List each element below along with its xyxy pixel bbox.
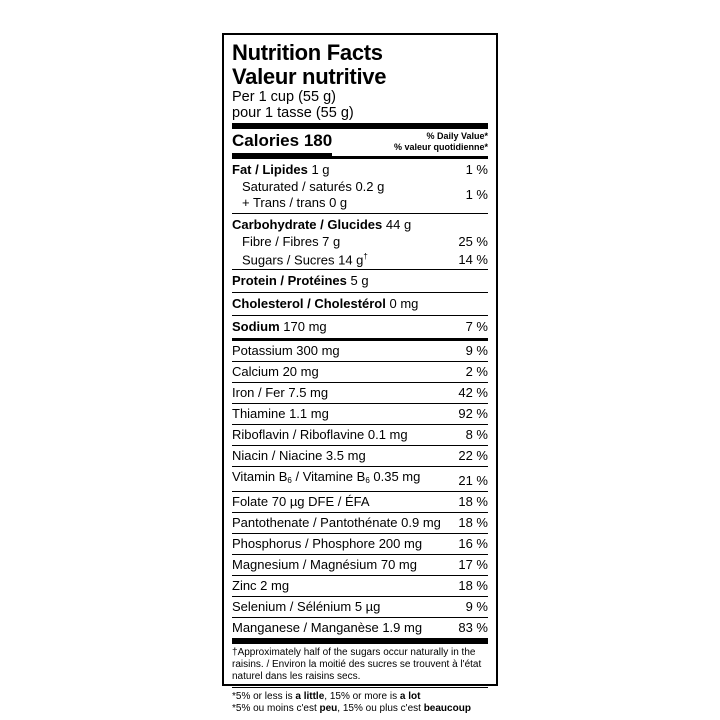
dv-footnote-fr bbox=[232, 703, 488, 715]
vitb6-sub-fr: 6 bbox=[365, 476, 370, 486]
nutrient-row bbox=[232, 492, 488, 512]
calories-value: 180 bbox=[303, 131, 333, 150]
nutrient-dv: 83 % bbox=[458, 620, 488, 636]
trans-label: + Trans / trans 0 g bbox=[242, 195, 348, 210]
carbohydrate-block bbox=[232, 214, 488, 269]
nutrient-row bbox=[232, 425, 488, 445]
serving-size-fr: pour 1 tasse (55 g) bbox=[232, 105, 354, 121]
nutrient-row bbox=[232, 576, 488, 596]
nutrient-dv: 42 % bbox=[458, 385, 488, 401]
sugars-label: Sugars / Sucres 14 g bbox=[242, 252, 364, 268]
nutrient-row bbox=[232, 341, 488, 361]
saturated-label: Saturated / saturés 0.2 g bbox=[242, 179, 385, 194]
vitb6-amount: 0.35 mg bbox=[369, 469, 421, 485]
title-fr: Valeur nutritive bbox=[232, 64, 387, 89]
micronutrients-list-2 bbox=[232, 492, 488, 638]
nutrient-dv: 2 % bbox=[465, 364, 488, 380]
protein-row bbox=[232, 270, 488, 292]
fat-amount: 1 g bbox=[311, 162, 330, 177]
nutrient-dv: 9 % bbox=[465, 343, 488, 359]
nutrient-label: Pantothenate / Pantothénate 0.9 mg bbox=[232, 515, 441, 531]
nutrient-row bbox=[232, 513, 488, 533]
nutrient-label: Riboflavin / Riboflavine 0.1 mg bbox=[232, 427, 408, 443]
nutrient-dv: 18 % bbox=[458, 494, 488, 510]
nutrient-label: Iron / Fer 7.5 mg bbox=[232, 385, 329, 401]
nutrient-row bbox=[232, 467, 488, 491]
nutrient-label: Zinc 2 mg bbox=[232, 578, 290, 594]
sat-trans-dv: 1 % bbox=[465, 187, 488, 202]
nutrient-label: Niacin / Niacine 3.5 mg bbox=[232, 448, 366, 464]
daily-value-en: % Daily Value* bbox=[426, 131, 488, 141]
vitb6-sub-en: 6 bbox=[287, 476, 292, 486]
nutrient-row bbox=[232, 555, 488, 575]
dv-footnote bbox=[232, 688, 488, 715]
calories-label: Calories bbox=[232, 131, 300, 150]
daily-value-fr: % valeur quotidienne* bbox=[393, 142, 488, 152]
sugars-dv: 14 % bbox=[458, 252, 488, 268]
daily-value-header bbox=[394, 131, 488, 153]
nutrient-dv: 17 % bbox=[458, 557, 488, 573]
sodium-row bbox=[232, 316, 488, 338]
cholesterol-amount: 0 mg bbox=[389, 296, 419, 312]
nutrient-dv: 18 % bbox=[458, 578, 488, 594]
nutrient-label: Selenium / Sélénium 5 µg bbox=[232, 599, 381, 615]
vitb6-dv: 21 % bbox=[458, 473, 488, 489]
nutrient-row bbox=[232, 362, 488, 382]
nutrient-row bbox=[232, 618, 488, 638]
nutrient-row bbox=[232, 446, 488, 466]
foot-fr-a: *5% ou moins c'est bbox=[232, 703, 320, 715]
foot-en-c: , 15% or more is bbox=[324, 691, 400, 703]
nutrition-facts-label bbox=[222, 33, 498, 715]
sugar-footnote bbox=[232, 644, 488, 687]
sodium-dv: 7 % bbox=[465, 319, 488, 335]
nutrient-row bbox=[232, 404, 488, 424]
nutrient-row bbox=[232, 383, 488, 403]
micronutrients-list bbox=[232, 341, 488, 467]
nutrient-dv: 92 % bbox=[458, 406, 488, 422]
nutrient-dv: 18 % bbox=[458, 515, 488, 531]
foot-en-little: a little bbox=[295, 691, 325, 703]
foot-fr-peu: peu bbox=[319, 703, 338, 715]
fat-label: Fat / Lipides bbox=[232, 162, 308, 177]
foot-en-a: *5% or less is bbox=[232, 691, 296, 703]
fat-dv: 1 % bbox=[465, 162, 488, 177]
protein-amount: 5 g bbox=[350, 273, 369, 289]
fibre-label: Fibre / Fibres 7 g bbox=[242, 234, 341, 249]
nutrient-label: Thiamine 1.1 mg bbox=[232, 406, 329, 422]
cholesterol-row bbox=[232, 293, 488, 315]
nutrient-row bbox=[232, 534, 488, 554]
calories-underline bbox=[232, 153, 332, 156]
sodium-amount: 170 mg bbox=[283, 319, 327, 335]
nutrient-label: Phosphorus / Phosphore 200 mg bbox=[232, 536, 423, 552]
footnote-dagger: † bbox=[232, 647, 238, 659]
serving-size-en: Per 1 cup (55 g) bbox=[232, 89, 336, 105]
nutrient-label: Calcium 20 mg bbox=[232, 364, 319, 380]
calories bbox=[232, 131, 332, 151]
sugars-dagger: † bbox=[363, 252, 368, 261]
foot-en-lot: a lot bbox=[399, 691, 421, 703]
nutrient-label: Potassium 300 mg bbox=[232, 343, 340, 359]
protein-label: Protein / Protéines bbox=[232, 273, 347, 289]
dv-footnote-en bbox=[232, 691, 488, 703]
sodium-label: Sodium bbox=[232, 319, 280, 335]
nutrient-label: Folate 70 µg DFE / ÉFA bbox=[232, 494, 370, 510]
calories-row bbox=[232, 129, 488, 156]
carb-label: Carbohydrate / Glucides bbox=[232, 217, 383, 232]
nutrient-dv: 8 % bbox=[465, 427, 488, 443]
vitb6-fr: / Vitamine B bbox=[291, 469, 366, 485]
foot-fr-beaucoup: beaucoup bbox=[423, 703, 471, 715]
fibre-dv: 25 % bbox=[458, 234, 488, 249]
nutrient-label: Manganese / Manganèse 1.9 mg bbox=[232, 620, 423, 636]
nutrient-dv: 22 % bbox=[458, 448, 488, 464]
footnote-text: Approximately half of the sugars occur naturally in the raisins. / Environ la moitié des sucres se trouvent à l'état naturel dans les raisins secs. bbox=[232, 647, 482, 683]
cholesterol-label: Cholesterol / Cholestérol bbox=[232, 296, 386, 312]
vitb6-en: Vitamin B bbox=[232, 469, 288, 485]
nutrient-row bbox=[232, 597, 488, 617]
foot-fr-c: , 15% ou plus c'est bbox=[337, 703, 424, 715]
fat-block bbox=[232, 159, 488, 213]
carb-amount: 44 g bbox=[385, 217, 412, 232]
nutrient-dv: 9 % bbox=[465, 599, 488, 615]
nutrient-dv: 16 % bbox=[458, 536, 488, 552]
nutrient-label: Magnesium / Magnésium 70 mg bbox=[232, 557, 417, 573]
title-en: Nutrition Facts bbox=[232, 40, 383, 65]
